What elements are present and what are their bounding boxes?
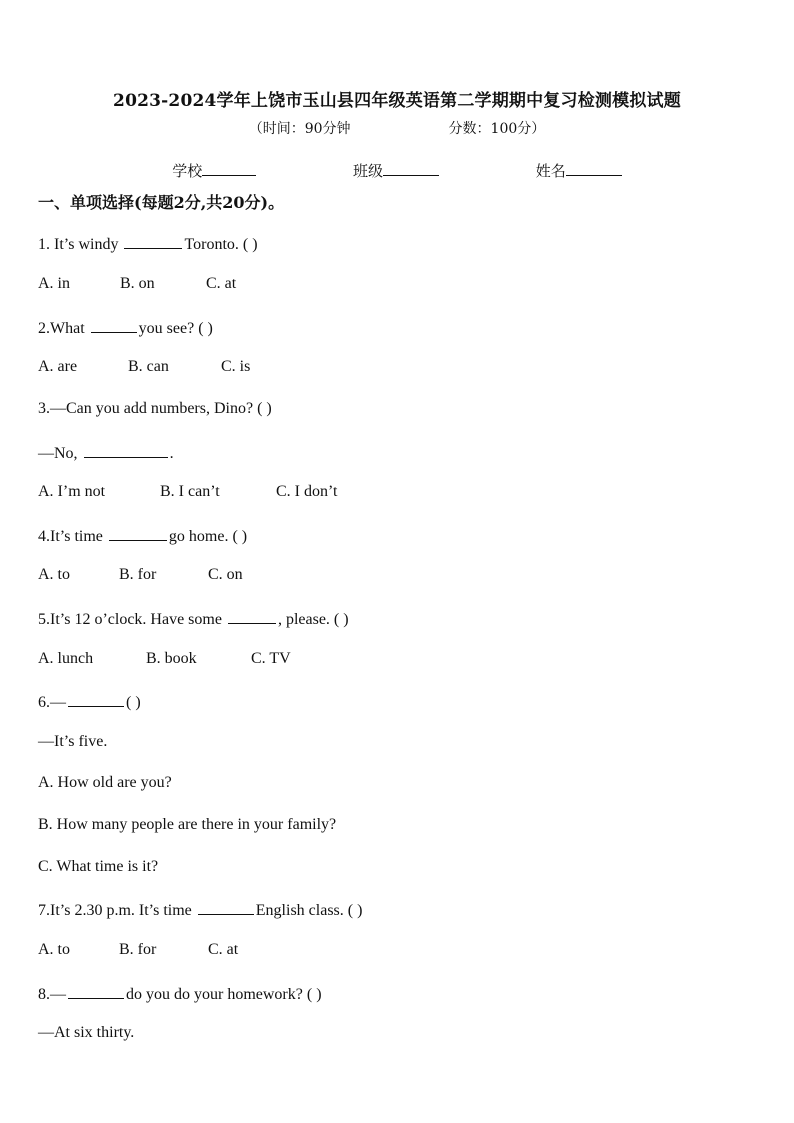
question-text: 4.It’s time: [38, 528, 107, 545]
option-b[interactable]: B. for: [119, 941, 157, 958]
class-field[interactable]: [353, 160, 439, 181]
answer-blank[interactable]: [109, 525, 167, 541]
option-a[interactable]: A. to: [38, 566, 70, 583]
answer-blank[interactable]: [68, 691, 124, 707]
question-text: do you do your homework? ( ): [126, 986, 322, 1003]
option-c[interactable]: C. is: [221, 358, 251, 375]
answer-blank[interactable]: [84, 442, 168, 458]
question-text: 8.—: [38, 986, 66, 1003]
option-a[interactable]: A. I’m not: [38, 483, 106, 500]
question-1: [38, 233, 258, 254]
reply-text: .: [169, 445, 174, 462]
question-1-options: [38, 275, 236, 293]
page-title: 2023-2024学年上饶市玉山县四年级英语第二学期期中复习检测模拟试题: [113, 91, 681, 111]
question-4-options: [38, 566, 243, 584]
question-8-reply: —At six thirty.: [38, 1024, 135, 1041]
question-text: 3.—Can you add numbers, Dino? ( ): [38, 400, 272, 417]
question-text: 5.It’s 12 o’clock. Have some: [38, 611, 226, 628]
name-label: 姓名: [535, 162, 566, 180]
option-c[interactable]: C. I don’t: [276, 483, 338, 500]
question-8: [38, 983, 322, 1004]
school-field[interactable]: [172, 160, 256, 181]
question-text: 7.It’s 2.30 p.m. It’s time: [38, 902, 196, 919]
question-text: 1. It’s windy: [38, 236, 123, 253]
name-blank[interactable]: [566, 161, 622, 176]
question-text: 6.—: [38, 694, 66, 711]
school-blank[interactable]: [202, 161, 256, 176]
question-text: , please. ( ): [277, 611, 349, 628]
answer-blank[interactable]: [228, 608, 276, 624]
question-text: English class. ( ): [255, 902, 363, 919]
question-2: [38, 317, 213, 338]
question-text: go home. ( ): [168, 528, 248, 545]
class-blank[interactable]: [383, 161, 439, 176]
question-6: [38, 691, 141, 712]
option-a[interactable]: A. lunch: [38, 650, 94, 667]
option-a[interactable]: A. are: [38, 358, 78, 375]
option-c[interactable]: C. TV: [251, 650, 291, 667]
answer-blank[interactable]: [198, 899, 254, 915]
option-b[interactable]: B. for: [119, 566, 157, 583]
question-7: [38, 899, 362, 920]
option-a[interactable]: A. in: [38, 275, 70, 292]
question-text: you see? ( ): [138, 320, 213, 337]
exam-meta: [0, 118, 794, 138]
question-2-options: [38, 358, 250, 376]
question-text: Toronto. ( ): [184, 236, 258, 253]
question-3: [38, 400, 272, 418]
option-c[interactable]: C. at: [208, 941, 239, 958]
option-c[interactable]: C. at: [206, 275, 237, 292]
question-3-reply: [38, 442, 174, 463]
reply-text: —No,: [38, 445, 82, 462]
class-label: 班级: [352, 162, 383, 180]
exam-time: （时间：90分钟: [248, 121, 351, 137]
option-b[interactable]: B. can: [128, 358, 169, 375]
question-5-options: [38, 650, 291, 668]
option-b[interactable]: B. on: [120, 275, 155, 292]
option-b[interactable]: B. How many people are there in your family?: [38, 816, 337, 833]
option-c[interactable]: C. What time is it?: [38, 858, 159, 875]
school-label: 学校: [172, 162, 203, 180]
student-info: [0, 160, 794, 181]
option-c[interactable]: C. on: [208, 566, 243, 583]
question-5: [38, 608, 349, 629]
option-a[interactable]: A. to: [38, 941, 70, 958]
section-heading: 一、单项选择(每题2分,共20分)。: [38, 193, 285, 212]
answer-blank[interactable]: [91, 317, 137, 333]
option-b[interactable]: B. book: [146, 650, 197, 667]
question-text: 2.What: [38, 320, 89, 337]
question-7-options: [38, 941, 238, 959]
question-3-options: [38, 483, 337, 501]
exam-score: 分数：100分）: [448, 121, 546, 137]
option-a[interactable]: A. How old are you?: [38, 774, 172, 791]
answer-blank[interactable]: [68, 983, 124, 999]
question-text: ( ): [126, 694, 141, 711]
name-field[interactable]: [536, 160, 622, 181]
question-6-reply: —It’s five.: [38, 733, 108, 750]
option-b[interactable]: B. I can’t: [160, 483, 220, 500]
answer-blank[interactable]: [124, 233, 182, 249]
question-4: [38, 525, 247, 546]
